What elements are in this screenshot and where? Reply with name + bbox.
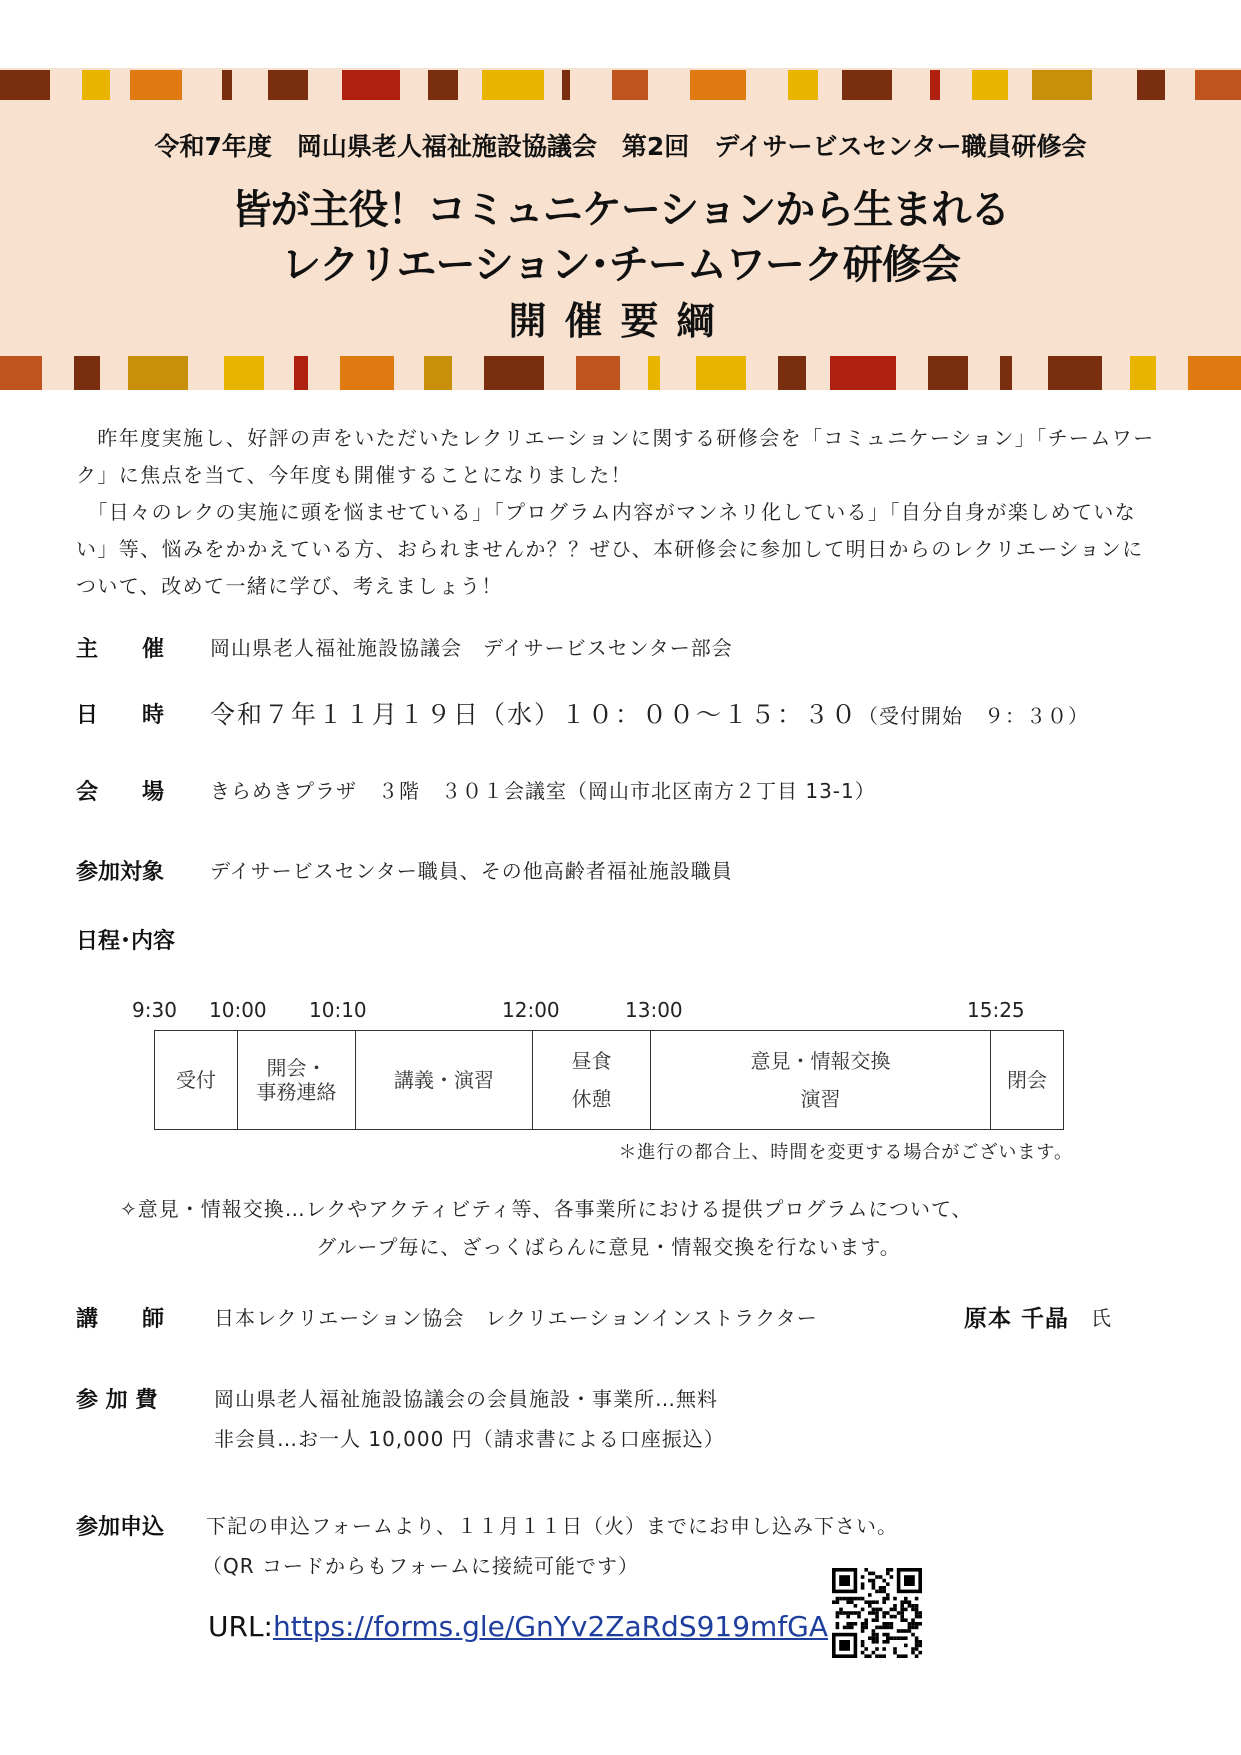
date-reception-note: （受付開始 ９：３０） (858, 704, 1090, 728)
lecturer-org: 日本レクリエーション協会 レクリエーションインストラクター (214, 1306, 818, 1330)
schedule-cell-opening (238, 1031, 356, 1129)
decorative-block (830, 356, 896, 390)
schedule-cell-text: 昼食 (571, 1049, 612, 1073)
decorative-block (928, 356, 968, 390)
time-label: 12:00 (502, 998, 560, 1022)
url-line (208, 1610, 828, 1643)
schedule-cell-text: 閉会 (1007, 1068, 1047, 1092)
decorative-block (562, 70, 570, 100)
schedule-cell-text: 講義・演習 (394, 1068, 494, 1092)
time-label: 10:10 (309, 998, 367, 1022)
decorative-block (1195, 70, 1241, 100)
time-label: 15:25 (967, 998, 1025, 1022)
schedule-cell-closing (991, 1031, 1063, 1129)
decorative-block (788, 70, 818, 100)
intro-paragraph-2: 「日々のレクの実施に頭を悩ませている」「プログラム内容がマンネリ化している」「自分自身が楽しめていない」等、悩みをかかえている方、おられませんか？？ぜひ、本研修会に参加して明日からのレクリエーションについて、改めて一緒に学び、考えましょう！ (76, 500, 1144, 598)
apply-label: 参加申込 (76, 1515, 165, 1540)
decorative-block (0, 70, 50, 100)
schedule-cell-text: 演習 (800, 1087, 841, 1111)
target-value: デイサービスセンター職員、その他高齢者福祉施設職員 (210, 859, 733, 883)
decorative-block (342, 70, 400, 100)
organizer-value: 岡山県老人福祉施設協議会 デイサービスセンター部会 (210, 636, 733, 660)
decorative-block (428, 70, 458, 100)
decorative-block (222, 70, 232, 100)
date-main: 令和７年１１月１９日（水）１０：００～１５：３０ (210, 700, 859, 729)
decorative-block (294, 356, 308, 390)
schedule-cell-text: 事務連絡 (256, 1080, 337, 1104)
schedule-cell-text: 開会・ (266, 1056, 327, 1080)
schedule-cell-exchange (651, 1031, 991, 1129)
lecturer-name: 原本 千晶 (964, 1306, 1070, 1332)
decorative-block (128, 356, 188, 390)
decorative-block (842, 70, 892, 100)
exchange-line-1: ✧意見・情報交換…レクやアクティビティ等、各事業所における提供プログラムについて、 (120, 1197, 973, 1221)
decorative-block (224, 356, 264, 390)
title-line-2: レクリエーション･チームワーク研修会 (281, 242, 960, 288)
intro-text (76, 420, 1156, 605)
decorative-block (1032, 70, 1092, 100)
decorative-block (82, 70, 110, 100)
decorative-block (1048, 356, 1102, 390)
exchange-description (120, 1190, 973, 1266)
title-line-1: 皆が主役！コミュニケーションから生まれる (231, 187, 1010, 233)
schedule-cell-text: 受付 (176, 1068, 216, 1092)
qr-code[interactable] (832, 1568, 922, 1658)
apply-instructions: 下記の申込フォームより、１１月１１日（火）までにお申し込み下さい。 (206, 1514, 898, 1538)
decorative-block (1000, 356, 1012, 390)
header-subtitle: 令和7年度 岡山県老人福祉施設協議会 第2回 デイサービスセンター職員研修会 (154, 132, 1087, 161)
form-url-link[interactable]: https://forms.gle/GnYv2ZaRdS919mfGA (272, 1610, 829, 1643)
date-value (210, 695, 1089, 731)
date-label: 日 時 (76, 703, 165, 728)
decorative-block (696, 356, 746, 390)
exchange-line-2: グループ毎に、ざっくばらんに意見・情報交換を行ないます。 (316, 1235, 901, 1259)
intro-paragraph-1: 昨年度実施し、好評の声をいただいたレクリエーションに関する研修会を「コミュニケーション」「チームワーク」に焦点を当て、今年度も開催することになりました！ (76, 426, 1155, 487)
time-label: 9:30 (132, 998, 177, 1022)
schedule-change-note: ＊進行の都合上、時間を変更する場合がございます。 (618, 1142, 1073, 1163)
fee-label: 参 加 費 (76, 1388, 158, 1413)
decorative-block (972, 70, 1008, 100)
decorative-block (340, 356, 394, 390)
schedule-label: 日程･内容 (76, 929, 176, 954)
decorative-block (690, 70, 746, 100)
fee-member: 岡山県老人福祉施設協議会の会員施設・事業所…無料 (214, 1387, 718, 1411)
decorative-block (484, 356, 544, 390)
decorative-block (648, 356, 660, 390)
schedule-cell-text: 意見・情報交換 (750, 1049, 891, 1073)
heading-youkou: 開催要綱 (508, 299, 733, 343)
organizer-label: 主 催 (76, 637, 165, 662)
venue-value: きらめきプラザ ３階 ３０１会議室（岡山市北区南方２丁目 13-1） (210, 779, 876, 803)
lecturer-suffix: 氏 (1091, 1306, 1112, 1330)
fee-nonmember: 非会員…お一人 10,000 円（請求書による口座振込） (214, 1427, 725, 1451)
apply-qr-note: （QR コードからもフォームに接続可能です） (202, 1554, 639, 1578)
time-label: 10:00 (209, 998, 267, 1022)
decorative-block (1137, 70, 1165, 100)
target-label: 参加対象 (76, 860, 165, 885)
schedule-cell-lunch (533, 1031, 651, 1129)
decorative-block (268, 70, 308, 100)
decorative-block (930, 70, 940, 100)
lecturer-label: 講 師 (76, 1307, 165, 1332)
decorative-block (1188, 356, 1241, 390)
decorative-block (1130, 356, 1156, 390)
decorative-block (424, 356, 452, 390)
schedule-cell-text: 休憩 (571, 1087, 612, 1111)
decorative-block (576, 356, 620, 390)
decorative-block (74, 356, 100, 390)
schedule-table (154, 1030, 1064, 1130)
url-prefix: URL: (208, 1610, 273, 1643)
decorative-block (612, 70, 648, 100)
decorative-block (0, 356, 42, 390)
decorative-block (482, 70, 544, 100)
venue-label: 会 場 (76, 780, 165, 805)
decorative-block (778, 356, 806, 390)
schedule-cell-reception (155, 1031, 238, 1129)
schedule-cell-lecture (356, 1031, 533, 1129)
decorative-block (130, 70, 182, 100)
time-label: 13:00 (625, 998, 683, 1022)
